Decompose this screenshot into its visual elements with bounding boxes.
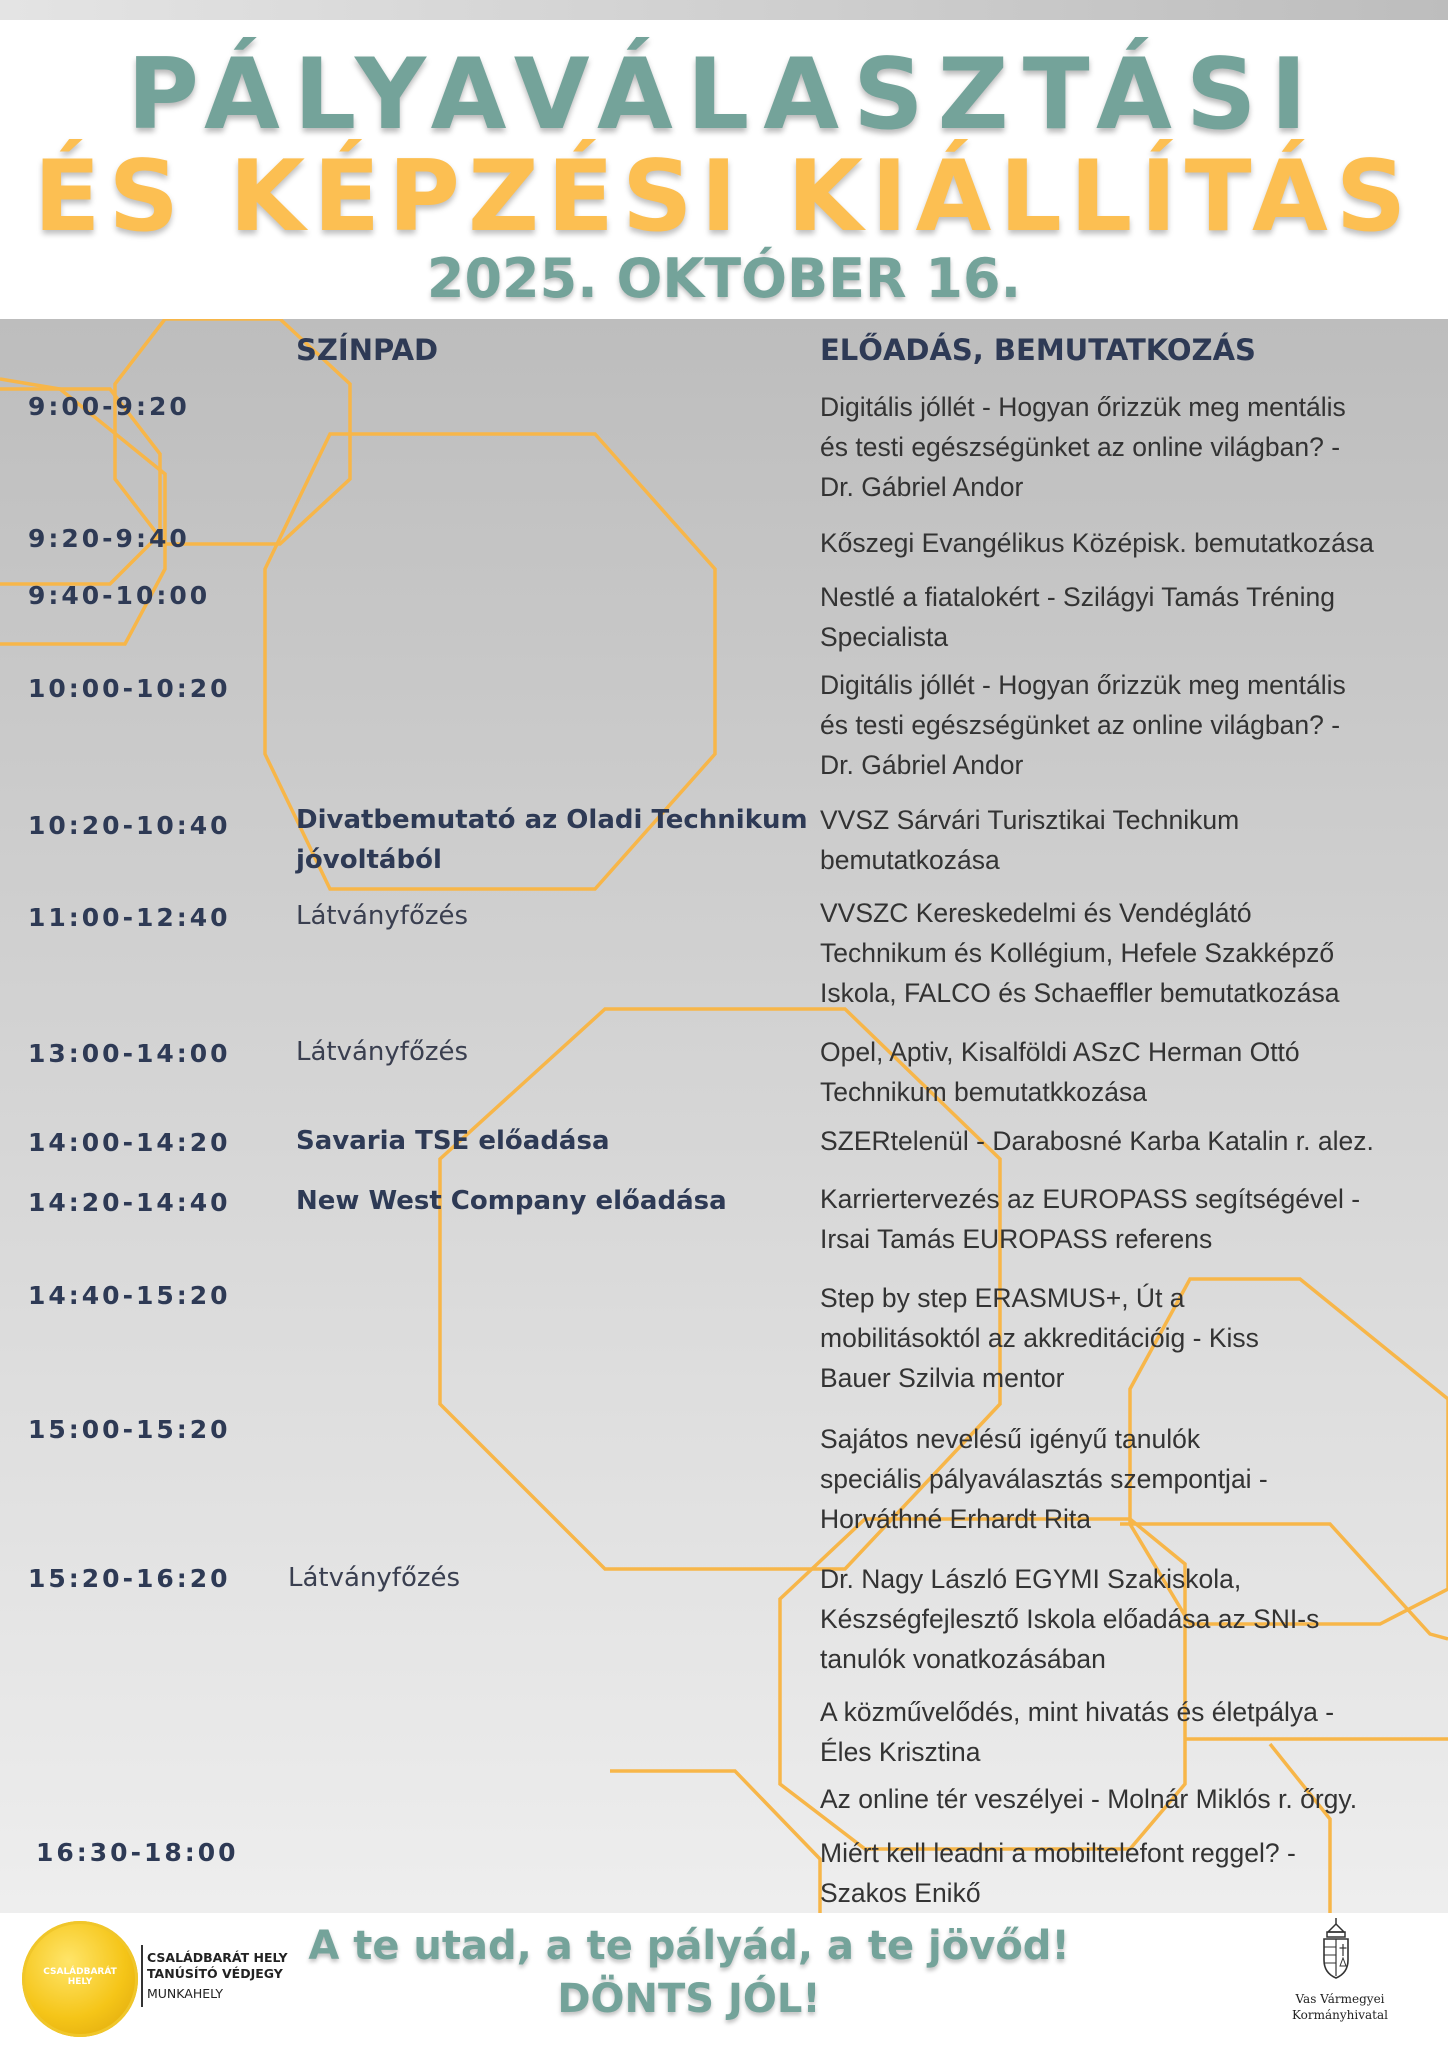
stage-entry: New West Company előadása — [296, 1186, 727, 1216]
talk-entry: Karriertervezés az EUROPASS segítségével - Irsai Tamás EUROPASS referens — [820, 1184, 1361, 1254]
time-slot: 15:00-15:20 — [28, 1415, 231, 1444]
talk-entry: Opel, Aptiv, Kisalföldi ASzC Herman Ottó Technikum bemutatkkozása — [820, 1037, 1300, 1107]
stage-entry: Divatbemutató az Oladi Technikum jóvoltából — [296, 805, 808, 875]
time-slot: 10:20-10:40 — [28, 811, 231, 840]
column-header-talks: ELŐADÁS, BEMUTATKOZÁS — [820, 333, 1256, 367]
title-line-1: PÁLYAVÁLASZTÁSI — [127, 38, 1321, 152]
coat-of-arms-icon — [1316, 1918, 1356, 1982]
talk-entry: Digitális jóllét - Hogyan őrizzük meg mentális és testi egészségünket az online világban? - Dr. Gábriel Andor — [820, 670, 1346, 780]
column-header-stage: SZÍNPAD — [296, 333, 439, 367]
talk-entry: Sajátos nevelésű igényű tanulók speciális pályaválasztás szempontjai - Horváthné Erhardt Rita — [820, 1424, 1268, 1534]
certificate-line: CSALÁDBARÁT HELY — [147, 1950, 288, 1965]
time-slot: 11:00-12:40 — [28, 903, 231, 932]
time-slot: 16:30-18:00 — [36, 1838, 239, 1867]
talk-entry: VVSZ Sárvári Turisztikai Technikum bemutatkozása — [820, 805, 1240, 875]
talk-entry: Kőszegi Evangélikus Középisk. bemutatkozása — [820, 528, 1374, 558]
talk-entry: Dr. Nagy László EGYMI Szakiskola, Készségfejlesztő Iskola előadása az SNI-s tanulók vonatkozásában — [820, 1564, 1320, 1674]
time-slot: 9:20-9:40 — [28, 524, 190, 553]
time-slot: 13:00-14:00 — [28, 1039, 231, 1068]
talk-entry: Step by step ERASMUS+, Út a mobilitásoktól az akkreditációig - Kiss Bauer Szilvia mentor — [820, 1283, 1259, 1393]
talk-entry: SZERtelenül - Darabosné Karba Katalin r. alez. — [820, 1126, 1374, 1156]
time-slot: 14:00-14:20 — [28, 1128, 231, 1157]
time-slot: 14:40-15:20 — [28, 1281, 231, 1310]
talk-entry: A közművelődés, mint hivatás és életpálya - Éles Krisztina — [820, 1697, 1335, 1767]
government-office-line: Vas Vármegyei — [1295, 1992, 1385, 2006]
slogan-line-1: A te utad, a te pályád, a te jövőd! — [308, 1923, 1070, 1969]
stage-entry: Látványfőzés — [296, 1037, 469, 1067]
certificate-line: MUNKAHELY — [147, 1986, 224, 2001]
government-office-line: Kormányhivatal — [1292, 2008, 1388, 2022]
talk-entry: Miért kell leadni a mobiltelefont reggel? - Szakos Enikő — [820, 1838, 1296, 1908]
time-slot: 10:00-10:20 — [28, 674, 231, 703]
title-line-2: ÉS KÉPZÉSI KIÁLLÍTÁS — [33, 140, 1415, 254]
slogan-line-2: DÖNTS JÓL! — [557, 1976, 821, 2022]
event-date: 2025. OKTÓBER 16. — [426, 247, 1022, 310]
talk-entry: Digitális jóllét - Hogyan őrizzük meg mentális és testi egészségünket az online világban? - Dr. Gábriel Andor — [820, 392, 1346, 502]
top-strip — [0, 0, 1448, 20]
time-slot: 14:20-14:40 — [28, 1188, 231, 1217]
stage-entry: Látványfőzés — [296, 901, 469, 931]
talk-entry: Nestlé a fiatalokért - Szilágyi Tamás Tréning Specialista — [820, 582, 1336, 652]
seal-label: CSALÁDBARÁT HELY — [43, 1967, 117, 1987]
talk-entry: Az online tér veszélyei - Molnár Miklós r. őrgy. — [820, 1784, 1358, 1814]
talk-entry: VVSZC Kereskedelmi és Vendéglátó Technikum és Kollégium, Hefele Szakképző Iskola, FALCO és Schaeffler bemutatkozása — [820, 898, 1340, 1008]
time-slot: 9:00-9:20 — [28, 392, 190, 421]
stage-entry: Savaria TSE előadása — [296, 1126, 610, 1156]
certificate-line: TANÚSÍTÓ VÉDJEGY — [147, 1966, 283, 1981]
stage-entry: Látványfőzés — [288, 1563, 461, 1593]
time-slot: 15:20-16:20 — [28, 1564, 231, 1593]
time-slot: 9:40-10:00 — [28, 581, 211, 610]
